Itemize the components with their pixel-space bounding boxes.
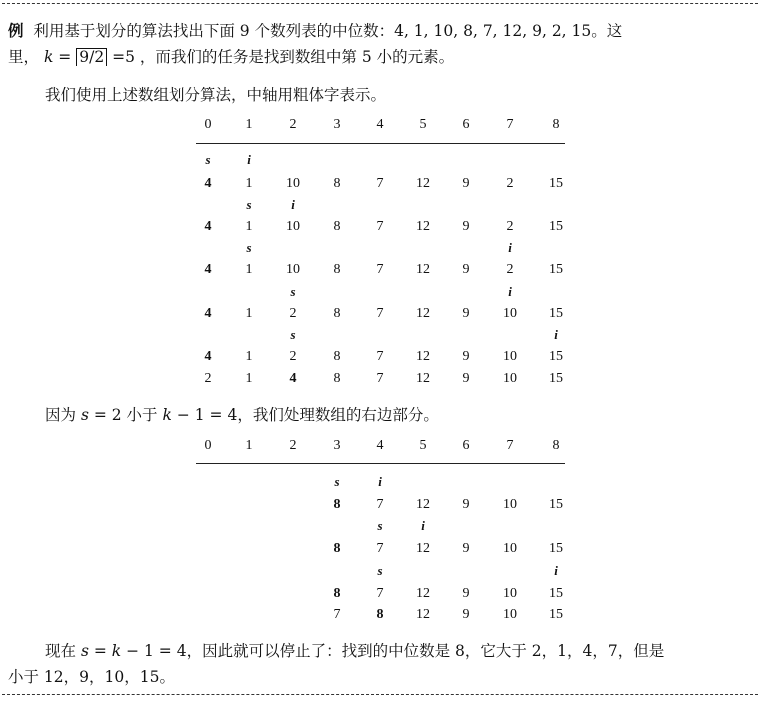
array-value: 10 [503, 371, 517, 386]
array-value: 7 [376, 586, 384, 601]
k-variable: k [162, 406, 172, 424]
s-marker: s [377, 518, 383, 533]
array-value: 1 [245, 262, 253, 277]
array-value: 9 [462, 219, 470, 234]
array-value: 15 [549, 607, 563, 622]
array-value: 9 [462, 586, 470, 601]
pivot-note-text: 我们使用上述数组划分算法，中轴用粗体字表示。 [45, 86, 387, 104]
s-marker: s [290, 327, 296, 342]
column-index: 5 [419, 117, 427, 132]
array-value: 10 [286, 176, 300, 191]
s-marker: s [246, 197, 252, 212]
array-value: 9 [462, 262, 470, 277]
pivot-value: 8 [333, 497, 341, 512]
top-dashed-rule [2, 3, 758, 4]
array-value: 9 [462, 607, 470, 622]
column-index: 1 [245, 438, 253, 453]
s-marker: s [290, 284, 296, 299]
array-value: 2 [506, 219, 514, 234]
array-value: 8 [333, 306, 341, 321]
pivot-value: 8 [376, 607, 384, 622]
array-value: 12 [416, 306, 430, 321]
array-value: 10 [503, 586, 517, 601]
array-value: 15 [549, 586, 563, 601]
array-value: 2 [289, 306, 297, 321]
array-value: 10 [503, 541, 517, 556]
pivot-value: 4 [289, 371, 297, 386]
array-value: 10 [503, 349, 517, 364]
array-value: 10 [503, 497, 517, 512]
array-value: 9 [462, 349, 470, 364]
array-value: 1 [245, 349, 253, 364]
column-index: 0 [204, 438, 212, 453]
array-value: 15 [549, 541, 563, 556]
array-value: 12 [416, 176, 430, 191]
array-value: 8 [333, 219, 341, 234]
column-index: 4 [376, 438, 384, 453]
array-value: 10 [286, 262, 300, 277]
column-index: 5 [419, 438, 427, 453]
array-value: 15 [549, 219, 563, 234]
array-value: 2 [289, 349, 297, 364]
example-paragraph-line1 [8, 18, 758, 44]
conclusion-line1 [45, 638, 763, 664]
array-value: 9 [462, 541, 470, 556]
k-value: =5 [112, 48, 135, 66]
k-variable: k [111, 642, 122, 660]
conclusion-text-line2: 小于 12，9，10，15。 [8, 668, 175, 686]
array-value: 1 [245, 371, 253, 386]
example-text-line2-start: 里， [8, 48, 40, 66]
i-marker: i [378, 474, 382, 489]
column-index: 6 [462, 117, 470, 132]
pivot-value: 4 [204, 262, 212, 277]
i-marker: i [554, 563, 558, 578]
i-marker: i [421, 518, 425, 533]
array-value: 8 [333, 371, 341, 386]
array-value: 12 [416, 349, 430, 364]
s-variable: s [80, 406, 89, 424]
array-value: 8 [333, 176, 341, 191]
i-marker: i [508, 284, 512, 299]
pivot-value: 8 [333, 541, 341, 556]
array-value: 12 [416, 371, 430, 386]
column-index: 6 [462, 438, 470, 453]
example-text-line2-end: ，而我们的任务是找到数组中第 5 小的元素。 [139, 48, 455, 66]
array-value: 7 [333, 607, 341, 622]
array-value: 9 [462, 176, 470, 191]
array-value: 10 [503, 607, 517, 622]
pivot-value: 4 [204, 176, 212, 191]
pivot-value: 8 [333, 586, 341, 601]
middle-text-b: = 2 小于 [93, 406, 163, 424]
array-value: 15 [549, 497, 563, 512]
column-index: 0 [204, 117, 212, 132]
array-value: 12 [416, 586, 430, 601]
i-marker: i [508, 240, 512, 255]
array-value: 1 [245, 306, 253, 321]
array-value: 7 [376, 349, 384, 364]
column-index: 7 [506, 438, 514, 453]
column-index: 3 [333, 438, 341, 453]
array-value: 15 [549, 371, 563, 386]
array-value: 8 [333, 262, 341, 277]
ceiling-expression: 9/2 [76, 48, 107, 66]
column-index: 8 [552, 117, 560, 132]
array-value: 7 [376, 541, 384, 556]
array-value: 10 [286, 219, 300, 234]
i-marker: i [247, 152, 251, 167]
array-value: 12 [416, 541, 430, 556]
middle-paragraph [45, 402, 763, 428]
array-value: 10 [503, 306, 517, 321]
middle-text-c: − 1 = 4，我们处理数组的右边部分。 [176, 406, 439, 424]
array-value: 12 [416, 607, 430, 622]
example-paragraph-line2 [8, 44, 758, 70]
array-value: 8 [333, 349, 341, 364]
array-value: 12 [416, 219, 430, 234]
array-value: 12 [416, 262, 430, 277]
s-marker: s [334, 474, 340, 489]
array-value: 9 [462, 497, 470, 512]
array-value: 7 [376, 262, 384, 277]
s-variable: s [80, 642, 89, 660]
conclusion-text-a: 现在 [45, 642, 81, 660]
middle-text-a: 因为 [45, 406, 77, 424]
conclusion-line2 [8, 664, 758, 690]
column-index: 2 [289, 438, 297, 453]
header-rule [196, 143, 565, 144]
column-index: 8 [552, 438, 560, 453]
array-value: 7 [376, 176, 384, 191]
array-value: 9 [462, 371, 470, 386]
pivot-note [45, 82, 763, 108]
array-value: 1 [245, 219, 253, 234]
pivot-value: 4 [204, 349, 212, 364]
array-value: 15 [549, 349, 563, 364]
array-value: 15 [549, 306, 563, 321]
header-rule [196, 463, 565, 464]
column-index: 3 [333, 117, 341, 132]
example-text-line1: 利用基于划分的算法找出下面 9 个数列表的中位数：4, 1, 10, 8, 7, 12, 9, 2, 15。这 [33, 22, 623, 40]
pivot-value: 4 [204, 306, 212, 321]
s-marker: s [377, 563, 383, 578]
array-value: 2 [506, 262, 514, 277]
column-index: 4 [376, 117, 384, 132]
equals-sign: = [58, 48, 72, 66]
pivot-value: 4 [204, 219, 212, 234]
column-index: 2 [289, 117, 297, 132]
bottom-dashed-rule [2, 694, 758, 695]
array-value: 7 [376, 371, 384, 386]
array-value: 12 [416, 497, 430, 512]
array-value: 1 [245, 176, 253, 191]
s-marker: s [205, 152, 211, 167]
array-value: 2 [506, 176, 514, 191]
example-label: 例 [8, 22, 24, 40]
conclusion-text-b: = [93, 642, 112, 660]
k-variable: k [43, 48, 54, 66]
conclusion-text-c: − 1 = 4，因此就可以停止了：找到的中位数是 8，它大于 2，1，4，7，但是 [126, 642, 665, 660]
i-marker: i [554, 327, 558, 342]
array-value: 15 [549, 176, 563, 191]
array-value: 15 [549, 262, 563, 277]
column-index: 1 [245, 117, 253, 132]
array-value: 2 [204, 371, 212, 386]
array-value: 7 [376, 497, 384, 512]
s-marker: s [246, 240, 252, 255]
array-value: 9 [462, 306, 470, 321]
array-value: 7 [376, 306, 384, 321]
column-index: 7 [506, 117, 514, 132]
i-marker: i [291, 197, 295, 212]
array-value: 7 [376, 219, 384, 234]
